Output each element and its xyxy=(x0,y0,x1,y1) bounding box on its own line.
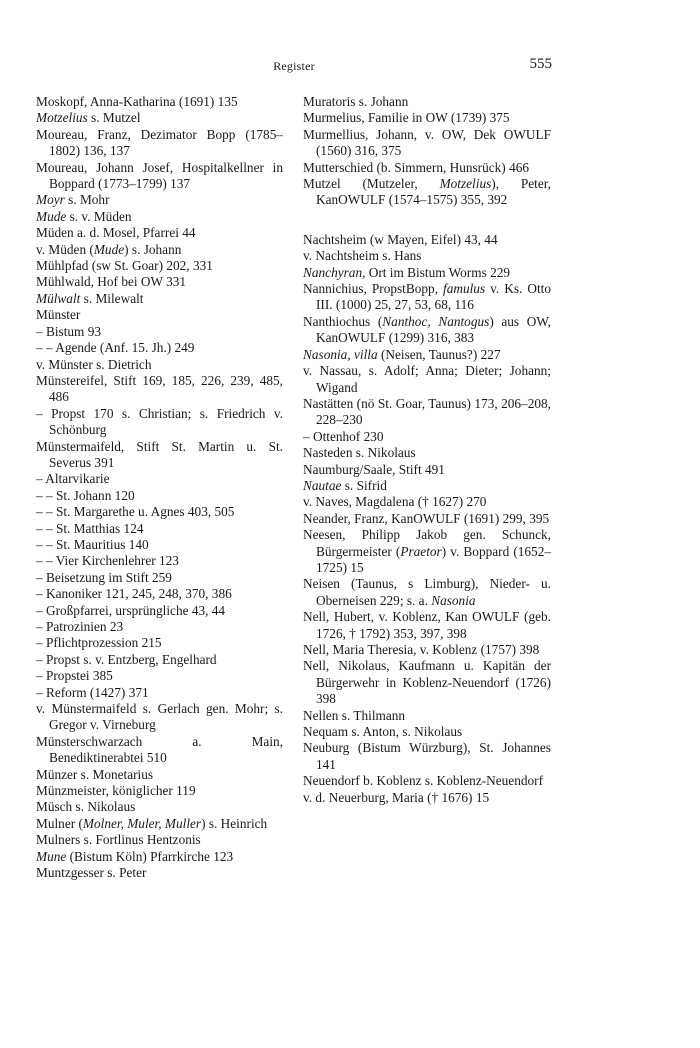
index-entry: Nell, Nikolaus, Kaufmann u. Kapitän der Bürgerwehr in Koblenz-Neuendorf (1726) 398 xyxy=(303,658,551,707)
index-entry: Müden a. d. Mosel, Pfarrei 44 xyxy=(36,225,196,241)
index-entry: v. Nachtsheim s. Hans xyxy=(303,248,422,264)
index-entry: Nell, Maria Theresia, v. Koblenz (1757) 398 xyxy=(303,642,540,657)
index-entry: Münster xyxy=(36,307,81,323)
index-entry: – Reform (1427) 371 xyxy=(36,684,149,700)
index-entry: v. Müden (Mude) s. Johann xyxy=(36,241,182,257)
index-entry: v. d. Neuerburg, Maria († 1676) 15 xyxy=(303,789,490,805)
running-head-title: Register xyxy=(273,59,315,73)
index-entry: v. Münstermaifeld s. Gerlach gen. Mohr; s. Gregor v. Virneburg xyxy=(36,701,283,733)
index-entry: Nanthiochus (Nanthoc, Nantogus) aus OW, KanOWULF (1299) 316, 383 xyxy=(303,313,552,346)
index-entry: Nequam s. Anton, s. Nikolaus xyxy=(303,724,463,740)
index-entry: Mutzel (Mutzeler, Motzelius), Peter, KanOWULF (1574–1575) 355, 392 xyxy=(303,176,551,208)
index-entry: Neesen, Philipp Jakob gen. Schunck, Bürgermeister (Praetor) v. Boppard (1652–1725) 15 xyxy=(303,527,551,575)
index-entry: Müsch s. Nikolaus xyxy=(36,799,136,815)
index-entry: Murmelius, Familie in OW (1739) 375 xyxy=(303,110,510,126)
index-entry: Nasteden s. Nikolaus xyxy=(303,445,416,461)
index-entry: Münsterschwarzach a. Main, Benediktinerabtei 510 xyxy=(36,733,283,766)
index-entry: v. Münster s. Dietrich xyxy=(36,356,152,372)
index-entry: Neisen (Taunus, s Limburg), Nieder- u. Oberneisen 229; s. a. Nasonia xyxy=(303,576,551,608)
index-entry: Nasonia, villa (Neisen, Taunus?) 227 xyxy=(303,346,501,362)
index-entry: Naumburg/Saale, Stift 491 xyxy=(303,461,445,477)
index-entry: – Altarvikarie xyxy=(36,471,110,487)
index-entry: – Großpfarrei, ursprüngliche 43, 44 xyxy=(36,602,226,618)
index-entry: Münzmeister, königlicher 119 xyxy=(36,783,196,799)
index-entry: Moskopf, Anna-Katharina (1691) 135 xyxy=(36,94,238,109)
page-number: 555 xyxy=(529,56,552,72)
index-entry: Münstereifel, Stift 169, 185, 226, 239, 485, 486 xyxy=(36,372,283,405)
index-entry: Murmellius, Johann, v. OW, Dek OWULF (1560) 316, 375 xyxy=(303,126,551,159)
index-entry: Mune (Bistum Köln) Pfarrkirche 123 xyxy=(36,848,234,864)
index-entry: – – St. Matthias 124 xyxy=(36,520,144,536)
index-entry: – Kanoniker 121, 245, 248, 370, 386 xyxy=(36,586,232,602)
index-entry: – Pflichtprozession 215 xyxy=(36,635,162,651)
index-entry: Nanchyran, Ort im Bistum Worms 229 xyxy=(303,264,511,280)
index-entry: Motzelius s. Mutzel xyxy=(36,110,141,126)
index-entry: – Beisetzung im Stift 259 xyxy=(36,569,172,585)
index-entry: v. Nassau, s. Adolf; Anna; Dieter; Johann; Wigand xyxy=(303,363,551,395)
index-entry: Nellen s. Thilmann xyxy=(303,707,406,723)
index-entry: – Bistum 93 xyxy=(36,323,102,339)
index-entry: Nastätten (nö St. Goar, Taunus) 173, 206–208, 228–230 xyxy=(303,395,551,428)
index-entry: Mulner (Molner, Muler, Muller) s. Heinrich xyxy=(36,815,268,831)
index-entry: Mutterschied (b. Simmern, Hunsrück) 466 xyxy=(303,159,530,175)
index-entry: Neander, Franz, KanOWULF (1691) 299, 395 xyxy=(303,510,550,526)
index-entry: Mühlwald, Hof bei OW 331 xyxy=(36,274,187,290)
index-entry: – – St. Johann 120 xyxy=(36,487,135,503)
index-entry: – – Vier Kirchenlehrer 123 xyxy=(36,553,179,569)
index-column-right xyxy=(303,94,551,806)
index-entry: Nannichius, PropstBopp, famulus v. Ks. Otto III. (1000) 25, 27, 53, 68, 116 xyxy=(303,281,551,313)
index-entry: – Propstei 385 xyxy=(36,668,113,684)
index-entry: Mude s. v. Müden xyxy=(36,208,132,224)
index-entry: Moureau, Franz, Dezimator Bopp (1785–1802) 136, 137 xyxy=(36,126,283,159)
index-entry: Mülwalt s. Milewalt xyxy=(36,290,144,306)
index-entry: v. Naves, Magdalena († 1627) 270 xyxy=(303,494,487,510)
index-entry: Nell, Hubert, v. Koblenz, Kan OWULF (geb. 1726, † 1792) 353, 397, 398 xyxy=(303,609,551,641)
index-entry: – Ottenhof 230 xyxy=(303,428,384,444)
index-entry: – – St. Mauritius 140 xyxy=(36,536,149,552)
index-entry: – Propst 170 s. Christian; s. Friedrich v. Schönburg xyxy=(36,405,283,438)
index-entry: – – Agende (Anf. 15. Jh.) 249 xyxy=(36,340,195,356)
index-entry: – Patrozinien 23 xyxy=(36,619,124,634)
index-entry: Mühlpfad (sw St. Goar) 202, 331 xyxy=(36,258,213,274)
index-entry: Moyr s. Mohr xyxy=(36,192,110,208)
index-entry: Nautae s. Sifrid xyxy=(303,477,387,493)
index-entry: Mulners s. Fortlinus Hentzonis xyxy=(36,832,201,848)
index-entry: Moureau, Johann Josef, Hospitalkellner in Boppard (1773–1799) 137 xyxy=(36,159,283,192)
running-head xyxy=(36,56,552,76)
index-entry: Neuendorf b. Koblenz s. Koblenz-Neuendorf xyxy=(303,773,543,789)
index-entry: – – St. Margarethe u. Agnes 403, 505 xyxy=(36,504,235,520)
index-entry: Münstermaifeld, Stift St. Martin u. St. Severus 391 xyxy=(36,438,283,470)
index-entry: – Propst s. v. Entzberg, Engelhard xyxy=(36,651,217,667)
index-entry: Nachtsheim (w Mayen, Eifel) 43, 44 xyxy=(303,231,498,247)
index-entry: Muratoris s. Johann xyxy=(303,94,409,109)
index-entry: Münzer s. Monetarius xyxy=(36,766,154,782)
index-entry: Muntzgesser s. Peter xyxy=(36,865,147,881)
index-entry: Neuburg (Bistum Würzburg), St. Johannes 141 xyxy=(303,740,551,772)
index-column-left xyxy=(36,94,283,882)
